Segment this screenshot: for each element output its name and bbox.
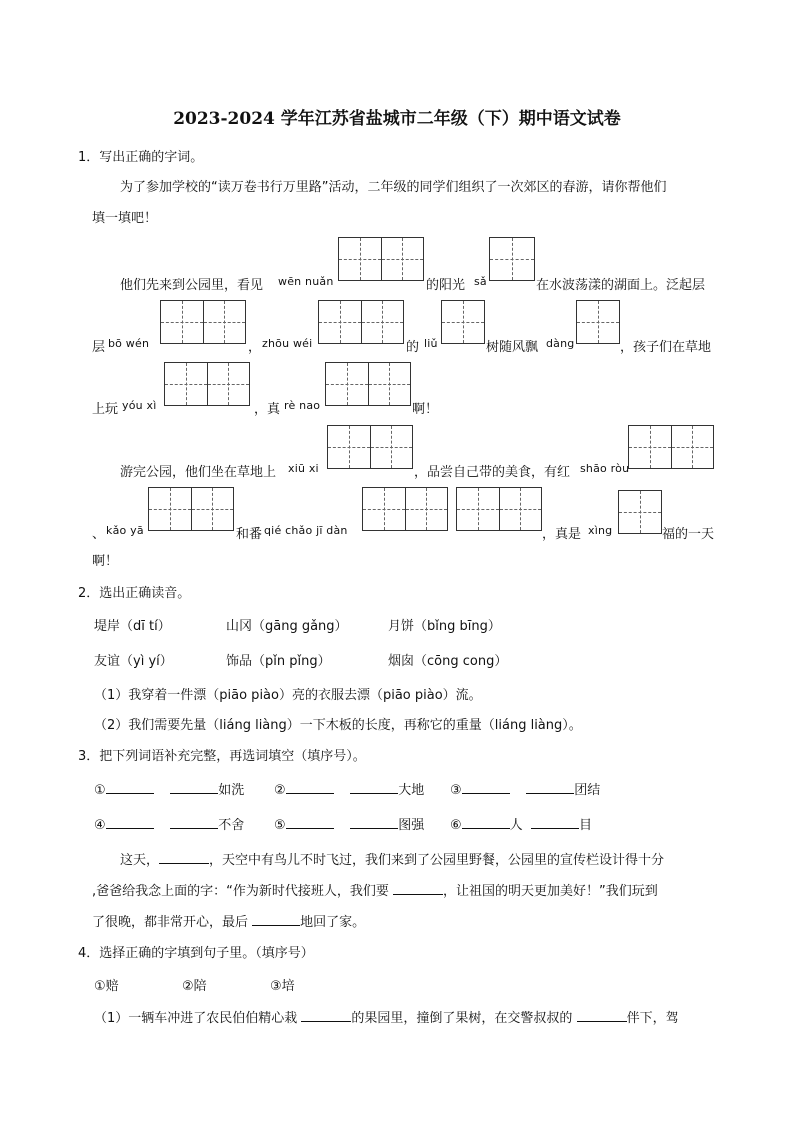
q1-intro-line2: 填一填吧！ (92, 211, 158, 226)
q4-sentence-1 (94, 1007, 679, 1026)
fill-blank[interactable] (170, 816, 218, 829)
char-box-sa[interactable] (489, 237, 535, 281)
q1-row5-text-a: 、 (92, 527, 106, 542)
fill-blank[interactable] (170, 781, 218, 794)
q4-sentence-text: 的果园里，撞倒了果树，在交警叔叔的 (351, 1011, 573, 1026)
pinyin-liu: liǔ (424, 337, 438, 350)
q1-row4-text-a: 游完公园，他们坐在草地上 (120, 465, 277, 480)
q2-sentence-1: （1）我穿着一件漂（piāo piào）亮的衣服去漂（piāo piào）流。 (94, 688, 482, 703)
char-box-dang[interactable] (576, 300, 620, 344)
pinyin-renao: rè nao (284, 399, 321, 412)
q1-row6-text: 啊！ (92, 554, 119, 569)
q3-passage-line1 (120, 849, 664, 868)
q2-item-2: 山冈（gāng gǎng） (226, 619, 348, 634)
q3-word-5: 图强 (398, 818, 425, 833)
char-box-xing[interactable] (618, 490, 662, 534)
q2-item-5: 饰品（pǐn pǐng） (226, 654, 331, 669)
char-box-zhouwei[interactable] (318, 300, 404, 344)
fill-blank[interactable] (286, 816, 334, 829)
q3-word-4: 不舍 (218, 818, 245, 833)
q4-sentence-text: （1）一辆车冲进了农民伯伯精心栽 (94, 1011, 298, 1026)
q3-passage-text: 这天， (120, 853, 160, 868)
q3-passage-text: 地回了家。 (300, 915, 366, 930)
fill-blank[interactable] (531, 816, 579, 829)
q3-idiom-3 (450, 779, 600, 798)
q3-marker-5: ⑤ (274, 818, 286, 833)
char-box-qiechao-2[interactable] (456, 487, 542, 531)
q3-passage-line2 (92, 880, 658, 899)
q3-passage-text: ，让祖国的明天更加美好！”我们玩到 (443, 884, 658, 899)
q2-sentence-2: （2）我们需要先量（liáng liàng）一下木板的长度，再称它的重量（liáng liàng）。 (94, 718, 582, 733)
q3-passage-text: 了很晚，都非常开心，最后 (92, 915, 249, 930)
pinyin-xiuxi: xiū xi (288, 462, 319, 475)
q1-row5-text-d: 福的一天 (662, 527, 715, 542)
q1-row2-text-a: 层 (92, 340, 106, 355)
q4-option-2: ②陪 (182, 979, 207, 994)
char-box-xiuxi[interactable] (327, 425, 413, 469)
q2-heading: 2．选出正确读音。 (78, 586, 191, 601)
char-box-kaoya[interactable] (148, 487, 234, 531)
q1-row1-text-b: 的阳光 (426, 278, 466, 293)
fill-blank[interactable] (106, 816, 154, 829)
q1-row4-text-b: ，品尝自己带的美食，有红 (414, 465, 571, 480)
fill-blank[interactable] (462, 781, 510, 794)
q1-row2-text-e: ，孩子们在草地 (620, 340, 712, 355)
q1-row2-text-c: 的 (406, 340, 420, 355)
q3-passage-text: ,爸爸给我念上面的字：“作为新时代接班人，我们要 (92, 884, 389, 899)
fill-blank[interactable] (577, 1009, 627, 1022)
q3-word-2: 大地 (398, 783, 425, 798)
q3-idiom-6 (450, 814, 592, 833)
pinyin-sa: sǎ (474, 275, 487, 288)
q4-sentence-text: 伴下，驾 (626, 1011, 679, 1026)
q4-option-1: ①赔 (94, 979, 119, 994)
q3-word-6b: 目 (578, 818, 592, 833)
char-box-wennuan[interactable] (338, 237, 424, 281)
pinyin-bowen: bō wén (108, 337, 150, 350)
q3-idiom-4 (94, 814, 244, 833)
char-box-qiechao-1[interactable] (362, 487, 448, 531)
q3-marker-4: ④ (94, 818, 106, 833)
q3-marker-2: ② (274, 783, 286, 798)
q1-row1-text-a: 他们先来到公园里，看见 (120, 278, 264, 293)
q2-item-4: 友谊（yì yí） (94, 654, 173, 669)
q1-row3-text-a: 上玩 (92, 402, 119, 417)
q3-marker-1: ① (94, 783, 106, 798)
fill-blank[interactable] (301, 1009, 351, 1022)
char-box-youxi[interactable] (164, 362, 250, 406)
q2-item-1: 堤岸（dī tí） (94, 619, 171, 634)
fill-blank[interactable] (526, 781, 574, 794)
q1-row2-text-d: 树随风飘 (486, 340, 539, 355)
q3-passage-line3 (92, 911, 365, 930)
fill-blank[interactable] (252, 913, 300, 926)
q3-idiom-1 (94, 779, 244, 798)
pinyin-xing: xìng (588, 524, 613, 537)
fill-blank[interactable] (350, 816, 398, 829)
fill-blank[interactable] (286, 781, 334, 794)
fill-blank[interactable] (393, 882, 443, 895)
q1-heading: 1．写出正确的字词。 (78, 150, 204, 165)
q1-row2-text-b: ， (248, 340, 262, 355)
fill-blank[interactable] (350, 781, 398, 794)
q3-idiom-2 (274, 779, 424, 798)
q3-word-1: 如洗 (218, 783, 245, 798)
char-box-bowen[interactable] (160, 300, 246, 344)
pinyin-kaoya: kǎo yā (106, 524, 144, 537)
q4-option-3: ③培 (270, 979, 295, 994)
q4-heading: 4．选择正确的字填到句子里。（填序号） (78, 946, 314, 961)
pinyin-zhouwei: zhōu wéi (262, 337, 313, 350)
pinyin-qiechao: qié chǎo jī dàn (264, 524, 348, 537)
fill-blank[interactable] (462, 816, 510, 829)
pinyin-youxi: yóu xì (122, 399, 157, 412)
q3-heading: 3．把下列词语补充完整，再选词填空（填序号）。 (78, 749, 366, 764)
fill-blank[interactable] (159, 851, 209, 864)
q3-marker-6: ⑥ (450, 818, 462, 833)
pinyin-wennuan: wēn nuǎn (278, 275, 334, 288)
q2-item-3: 月饼（bǐng bīng） (388, 619, 501, 634)
q1-row3-text-c: 啊！ (412, 402, 439, 417)
q3-idiom-5 (274, 814, 424, 833)
page-title: 2023-2024 学年江苏省盐城市二年级（下）期中语文试卷 (173, 109, 621, 129)
q3-word-6a: 人 (509, 818, 523, 833)
pinyin-dang: dàng (546, 337, 575, 350)
q2-item-6: 烟囱（cōng cong） (388, 654, 508, 669)
char-box-liu[interactable] (441, 300, 485, 344)
char-box-renao[interactable] (325, 362, 411, 406)
q1-row5-text-c: ，真是 (542, 527, 582, 542)
fill-blank[interactable] (106, 781, 154, 794)
char-box-shaorou[interactable] (628, 425, 714, 469)
q3-passage-text: ，天空中有鸟儿不时飞过，我们来到了公园里野餐，公园里的宣传栏设计得十分 (209, 853, 665, 868)
q1-row5-text-b: 和番 (236, 527, 263, 542)
q1-row1-text-c: 在水波荡漾的湖面上。泛起层 (536, 278, 706, 293)
q3-word-3: 团结 (574, 783, 601, 798)
q1-intro-line1: 为了参加学校的“读万卷书行万里路”活动，二年级的同学们组织了一次郊区的春游，请你帮他们 (120, 180, 667, 195)
q3-marker-3: ③ (450, 783, 462, 798)
pinyin-shaorou: shāo ròu (580, 462, 630, 475)
q1-row3-text-b: ，真 (254, 402, 281, 417)
